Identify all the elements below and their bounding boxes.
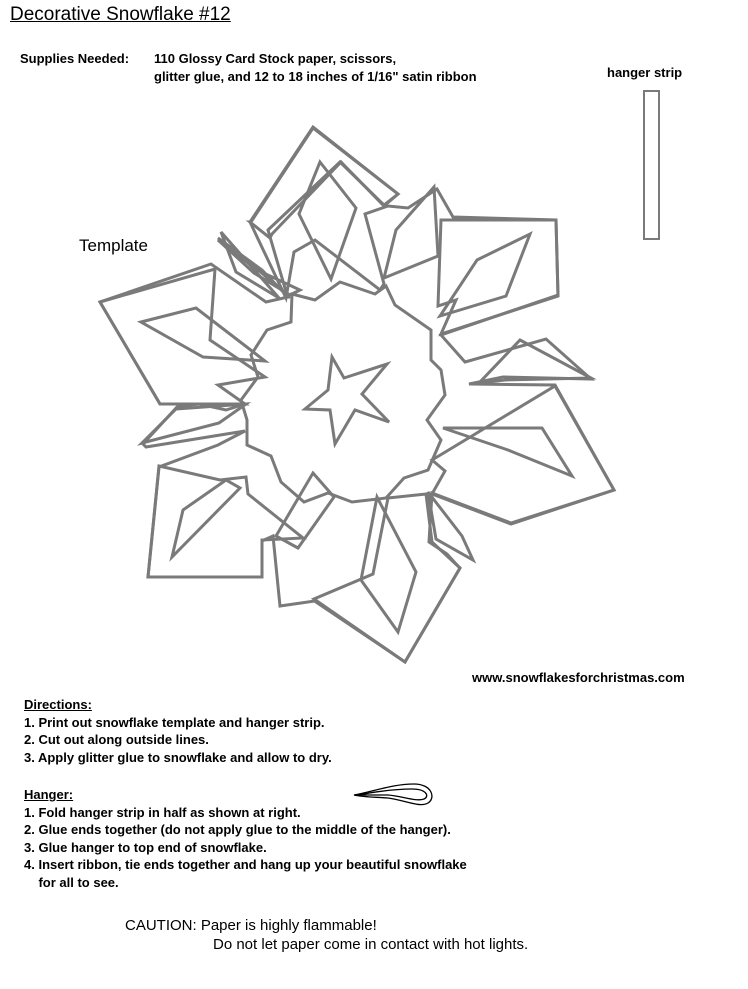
supplies-label: Supplies Needed: bbox=[20, 51, 130, 66]
hanger-step: 4. Insert ribbon, tie ends together and hang up your beautiful snowflake bbox=[24, 857, 467, 872]
snowflake-hub bbox=[241, 282, 445, 502]
diamond-right-lower bbox=[443, 428, 572, 476]
hanger-step: for all to see. bbox=[24, 874, 119, 890]
website-url: www.snowflakesforchristmas.com bbox=[472, 670, 685, 685]
directions-step: 1. Print out snowflake template and hanger strip. bbox=[24, 714, 325, 730]
directions-section bbox=[24, 696, 332, 766]
page-title: Decorative Snowflake #12 bbox=[10, 4, 231, 25]
snowflake-left-upper-frame bbox=[100, 269, 265, 404]
snowflake-upper-frame bbox=[250, 128, 398, 238]
diamond-left-upper bbox=[141, 308, 265, 361]
hanger-heading: Hanger: bbox=[24, 787, 74, 802]
hanger-strip-label: hanger strip bbox=[607, 65, 683, 80]
supplies-line-2: glitter glue, and 12 to 18 inches of 1/16" satin ribbon bbox=[154, 69, 477, 84]
directions-step: 3. Apply glitter glue to snowflake and allow to dry. bbox=[24, 749, 332, 765]
diamond-top-center bbox=[299, 162, 356, 279]
folded-hanger-illustration bbox=[352, 780, 438, 810]
hanger-step: 1. Fold hanger strip in half as shown at right. bbox=[24, 804, 301, 820]
caution-notice bbox=[125, 916, 528, 954]
hanger-step: 2. Glue ends together (do not apply glue to the middle of the hanger). bbox=[24, 822, 451, 837]
supplies-line-1: 110 Glossy Card Stock paper, scissors, bbox=[154, 51, 397, 66]
template-label: Template bbox=[79, 236, 148, 255]
hanger-step: 3. Glue hanger to top end of snowflake. bbox=[24, 839, 267, 855]
caution-line-1: CAUTION: Paper is highly flammable! bbox=[125, 917, 377, 934]
diamond-left-lower bbox=[172, 480, 240, 557]
snowflake-right-upper-frame bbox=[438, 220, 558, 334]
directions-heading: Directions: bbox=[24, 697, 92, 712]
directions-step: 2. Cut out along outside lines. bbox=[24, 732, 209, 747]
caution-line-2: Do not let paper come in contact with hot lights. bbox=[213, 936, 529, 953]
snowflake-star bbox=[305, 357, 389, 444]
diamond-bottom-center bbox=[361, 497, 416, 632]
